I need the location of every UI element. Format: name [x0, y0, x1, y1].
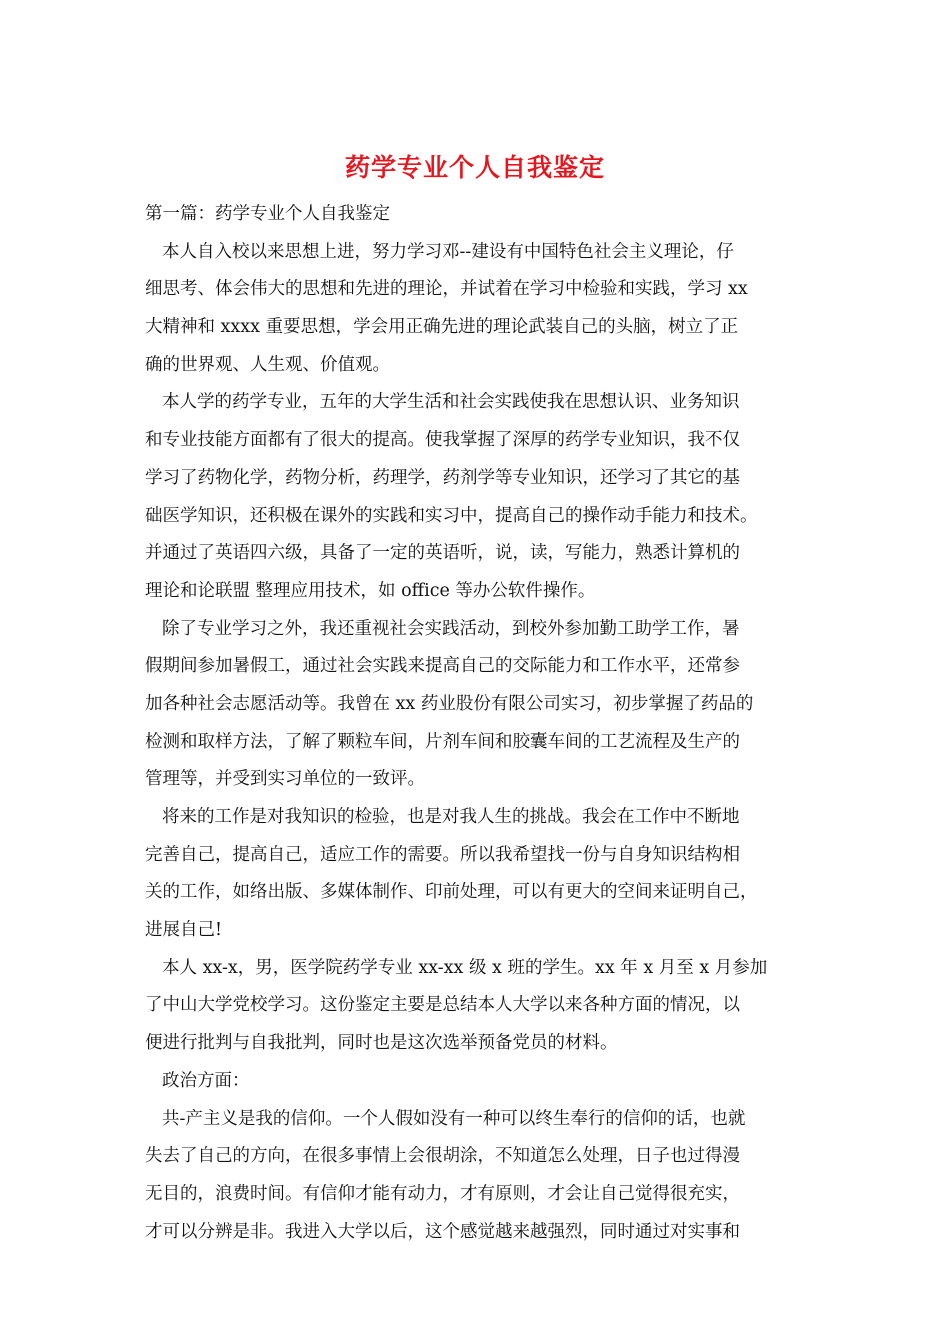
text-line: 本人学的药学专业，五年的大学生活和社会实践使我在思想认识、业务知识 [162, 392, 740, 413]
text-line: 细思考、体会伟大的思想和先进的理论，并试着在学习中检验和实践，学习 xx [145, 279, 748, 300]
text-line: 进展自己! [145, 920, 223, 941]
text-line: 失去了自己的方向，在很多事情上会很胡涂，不知道怎么处理，日子也过得漫 [145, 1146, 740, 1167]
text-line: 础医学知识，还积极在课外的实践和实习中，提高自己的操作动手能力和技术。 [145, 505, 758, 526]
text-line: 理论和论联盟 整理应用技术，如 office 等办公软件操作。 [145, 580, 596, 601]
page-title: 药学专业个人自我鉴定 [344, 153, 605, 182]
text-line: 了中山大学党校学习。这份鉴定主要是总结本人大学以来各种方面的情况，以 [145, 995, 740, 1016]
text-line: 除了专业学习之外，我还重视社会实践活动，到校外参加勤工助学工作，暑 [162, 618, 740, 639]
text-line: 才可以分辨是非。我进入大学以后，这个感觉越来越强烈，同时通过对实事和 [145, 1221, 740, 1242]
text-line: 第一篇：药学专业个人自我鉴定 [145, 204, 390, 224]
text-line: 本人自入校以来思想上进，努力学习邓--建设有中国特色社会主义理论，仔 [162, 241, 734, 262]
text-line: 完善自己，提高自己，适应工作的需要。所以我希望找一份与自身知识结构相 [145, 844, 740, 865]
text-line: 将来的工作是对我知识的检验，也是对我人生的挑战。我会在工作中不断地 [162, 807, 740, 827]
text-line: 学习了药物化学，药物分析，药理学，药剂学等专业知识，还学习了其它的基 [145, 467, 740, 488]
text-line: 加各种社会志愿活动等。我曾在 xx 药业股份有限公司实习，初步掌握了药品的 [145, 693, 754, 714]
text-line: 管理等，并受到实习单位的一致评。 [145, 769, 425, 790]
text-line: 假期间参加暑假工，通过社会实践来提高自己的交际能力和工作水平，还常参 [145, 656, 740, 677]
document-body [145, 196, 810, 1251]
text-line: 共-产主义是我的信仰。一个人假如没有一种可以终生奉行的信仰的话，也就 [162, 1108, 746, 1129]
text-line: 便进行批判与自我批判，同时也是这次选举预备党员的材料。 [145, 1033, 618, 1054]
text-line: 和专业技能方面都有了很大的提高。使我掌握了深厚的药学专业知识，我不仅 [145, 430, 740, 451]
text-line: 关的工作，如络出版、多媒体制作、印前处理，可以有更大的空间来证明自己， [145, 882, 758, 903]
text-line: 政治方面： [162, 1070, 250, 1091]
text-line: 确的世界观、人生观、价值观。 [145, 354, 390, 375]
text-line: 无目的，浪费时间。有信仰才能有动力，才有原则，才会让自己觉得很充实， [145, 1183, 740, 1204]
text-line: 本人 xx-x，男，医学院药学专业 xx-xx 级 x 班的学生。xx 年 x 月至 x 月参加 [162, 957, 768, 978]
text-line: 并通过了英语四六级，具备了一定的英语听，说，读，写能力，熟悉计算机的 [145, 543, 740, 564]
text-line: 检测和取样方法，了解了颗粒车间，片剂车间和胶囊车间的工艺流程及生产的 [145, 731, 740, 752]
text-line: 大精神和 xxxx 重要思想，学会用正确先进的理论武装自己的头脑，树立了正 [145, 317, 739, 338]
